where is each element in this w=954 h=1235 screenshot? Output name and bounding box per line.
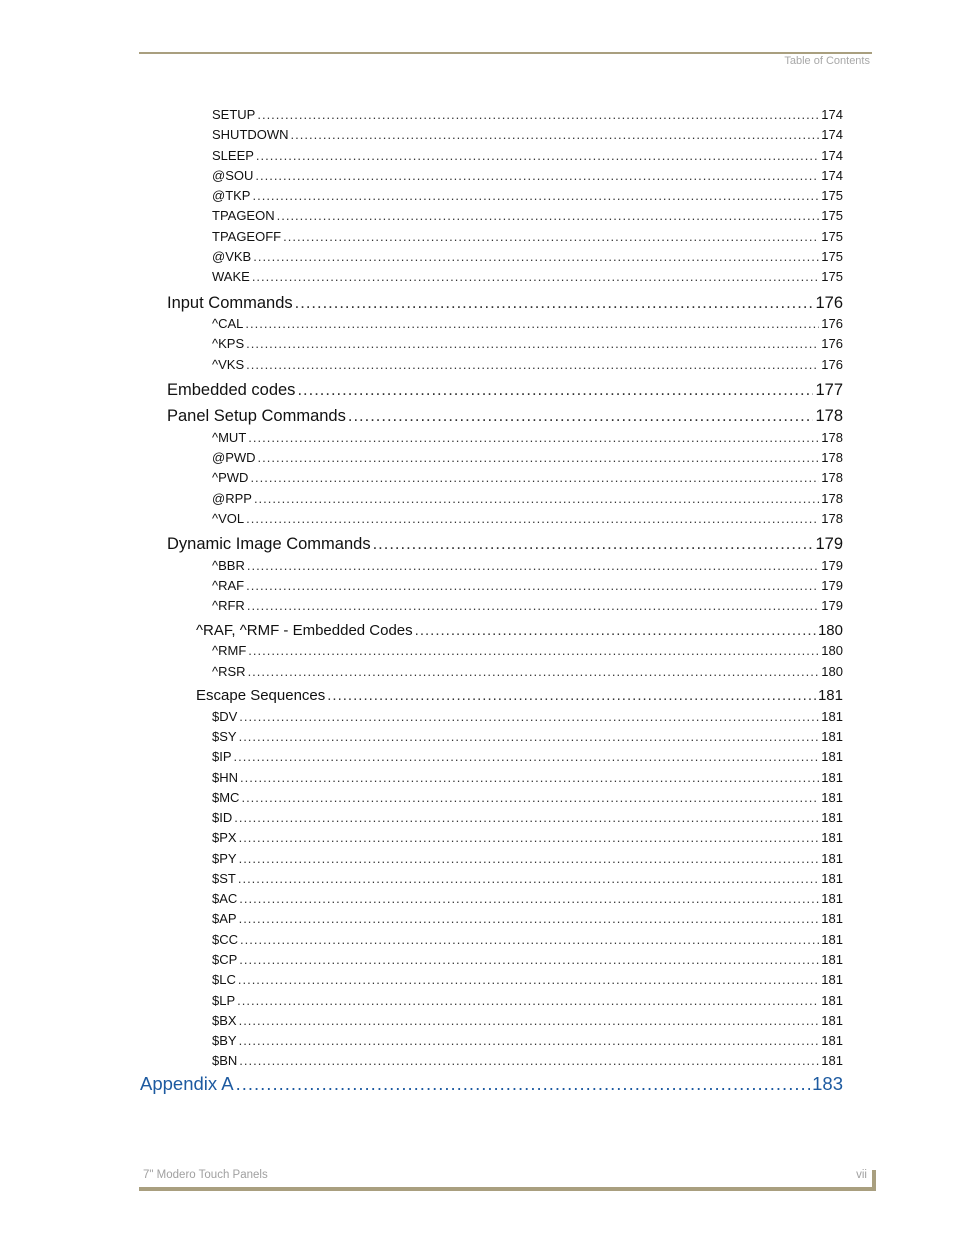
- toc-entry[interactable]: [212, 1032, 843, 1050]
- toc-dot-leader: [246, 510, 819, 528]
- toc-entry-page: 181: [821, 871, 843, 886]
- toc-dot-leader: [238, 870, 819, 888]
- toc-entry-page: 177: [815, 381, 843, 399]
- toc-entry[interactable]: [212, 335, 843, 353]
- toc-entry[interactable]: [212, 597, 843, 615]
- toc-entry[interactable]: [212, 449, 843, 467]
- toc-entry-page: 175: [821, 208, 843, 223]
- toc-entry-label: @VKB: [212, 249, 252, 264]
- toc-entry[interactable]: [140, 1072, 843, 1096]
- toc-entry-page: 175: [821, 269, 843, 284]
- toc-entry[interactable]: [212, 147, 843, 165]
- toc-entry[interactable]: [212, 490, 843, 508]
- toc-dot-leader: [248, 429, 819, 447]
- toc-entry-label: $IP: [212, 749, 232, 764]
- toc-dot-leader: [256, 147, 819, 165]
- toc-dot-leader: [246, 577, 819, 595]
- toc-dot-leader: [248, 642, 819, 660]
- toc-dot-leader: [258, 449, 820, 467]
- toc-entry-label: $AP: [212, 911, 237, 926]
- toc-entry-label: ^MUT: [212, 430, 247, 445]
- toc-entry-page: 175: [821, 188, 843, 203]
- toc-dot-leader: [239, 951, 819, 969]
- toc-entry[interactable]: [167, 405, 843, 427]
- toc-entry[interactable]: [196, 686, 843, 706]
- toc-dot-leader: [234, 748, 820, 766]
- toc-entry[interactable]: [212, 126, 843, 144]
- toc-entry-label: $HN: [212, 770, 239, 785]
- toc-dot-leader: [245, 315, 819, 333]
- toc-entry[interactable]: [212, 748, 843, 766]
- toc-entry-label: Appendix A: [140, 1073, 234, 1094]
- toc-entry-page: 181: [821, 770, 843, 785]
- toc-dot-leader: [247, 597, 819, 615]
- toc-entry-label: TPAGEOFF: [212, 229, 282, 244]
- toc-entry-page: 180: [817, 622, 843, 639]
- toc-entry-page: 181: [821, 729, 843, 744]
- toc-dot-leader: [327, 686, 816, 706]
- toc-entry-page: 178: [821, 511, 843, 526]
- toc-dot-leader: [237, 992, 819, 1010]
- toc-entry-page: 174: [821, 107, 843, 122]
- toc-entry-label: Input Commands: [167, 294, 293, 312]
- toc-entry-label: SHUTDOWN: [212, 127, 289, 142]
- toc-entry-page: 181: [821, 851, 843, 866]
- toc-dot-leader: [248, 663, 820, 681]
- toc-dot-leader: [291, 126, 820, 144]
- toc-entry-label: ^VKS: [212, 357, 245, 372]
- toc-entry-page: 179: [821, 598, 843, 613]
- toc-entry-page: 176: [815, 294, 843, 312]
- header-rule: [139, 52, 872, 54]
- toc-entry-label: $ID: [212, 810, 233, 825]
- toc-entry-label: @SOU: [212, 168, 254, 183]
- toc-entry-label: $AC: [212, 891, 238, 906]
- toc-entry-page: 183: [812, 1073, 843, 1094]
- toc-entry[interactable]: [212, 663, 843, 681]
- toc-entry-page: 178: [815, 407, 843, 425]
- toc-dot-leader: [239, 708, 819, 726]
- toc-entry-label: TPAGEON: [212, 208, 275, 223]
- toc-entry-page: 175: [821, 249, 843, 264]
- toc-entry-page: 179: [821, 558, 843, 573]
- toc-entry-page: 179: [821, 578, 843, 593]
- toc-dot-leader: [255, 167, 819, 185]
- toc-entry[interactable]: [212, 890, 843, 908]
- toc-entry[interactable]: [212, 971, 843, 989]
- toc-entry-page: 174: [821, 168, 843, 183]
- toc-entry[interactable]: [212, 910, 843, 928]
- toc-entry-label: @RPP: [212, 491, 252, 506]
- toc-entry-page: 181: [821, 1033, 843, 1048]
- toc-entry[interactable]: [212, 207, 843, 225]
- toc-entry[interactable]: [212, 248, 843, 266]
- toc-entry[interactable]: [212, 167, 843, 185]
- toc-entry-page: 174: [821, 127, 843, 142]
- toc-entry[interactable]: [212, 829, 843, 847]
- footer-rule: [139, 1187, 875, 1191]
- toc-dot-leader: [239, 1032, 820, 1050]
- toc-entry-label: ^PWD: [212, 470, 249, 485]
- toc-dot-leader: [246, 335, 819, 353]
- toc-entry-label: $BX: [212, 1013, 237, 1028]
- toc-entry-page: 176: [821, 336, 843, 351]
- toc-entry-label: SETUP: [212, 107, 256, 122]
- toc-entry-label: @PWD: [212, 450, 256, 465]
- toc-entry[interactable]: [212, 429, 843, 447]
- toc-entry[interactable]: [167, 292, 843, 314]
- toc-entry-label: $BY: [212, 1033, 237, 1048]
- toc-entry-label: $PY: [212, 851, 237, 866]
- toc-entry-page: 181: [821, 709, 843, 724]
- toc-entry-page: 181: [821, 830, 843, 845]
- toc-dot-leader: [250, 469, 819, 487]
- toc-entry-label: @TKP: [212, 188, 251, 203]
- toc-dot-leader: [373, 533, 814, 555]
- toc-entry-page: 180: [821, 643, 843, 658]
- toc-entry[interactable]: [212, 708, 843, 726]
- toc-entry[interactable]: [212, 510, 843, 528]
- toc-entry[interactable]: [212, 356, 843, 374]
- toc-entry-label: Panel Setup Commands: [167, 407, 346, 425]
- toc-entry-page: 179: [815, 535, 843, 553]
- toc-dot-leader: [252, 268, 819, 286]
- toc-dot-leader: [236, 1072, 811, 1096]
- toc-entry-label: Escape Sequences: [196, 687, 326, 704]
- toc-entry[interactable]: [212, 728, 843, 746]
- toc-entry-page: 181: [821, 891, 843, 906]
- toc-entry-label: Dynamic Image Commands: [167, 535, 371, 553]
- toc-entry-page: 181: [817, 687, 843, 704]
- toc-entry-label: $CC: [212, 932, 239, 947]
- toc-dot-leader: [247, 557, 819, 575]
- toc-entry-label: $ST: [212, 871, 236, 886]
- toc-entry-label: $MC: [212, 790, 240, 805]
- toc-dot-leader: [239, 890, 819, 908]
- toc-entry[interactable]: [212, 469, 843, 487]
- toc-dot-leader: [239, 850, 820, 868]
- toc-entry-label: ^VOL: [212, 511, 245, 526]
- toc-entry[interactable]: [212, 557, 843, 575]
- toc-entry-page: 181: [821, 810, 843, 825]
- toc-entry-label: $PX: [212, 830, 237, 845]
- toc-entry-page: 181: [821, 972, 843, 987]
- toc-entry-page: 181: [821, 911, 843, 926]
- toc-entry[interactable]: [167, 533, 843, 555]
- toc-dot-leader: [234, 809, 819, 827]
- toc-entry[interactable]: [212, 187, 843, 205]
- toc-entry-label: ^RAF: [212, 578, 245, 593]
- toc-dot-leader: [240, 769, 819, 787]
- toc-entry[interactable]: [212, 577, 843, 595]
- toc-entry-page: 178: [821, 491, 843, 506]
- toc-entry-label: ^KPS: [212, 336, 245, 351]
- toc-entry[interactable]: [212, 315, 843, 333]
- toc-dot-leader: [295, 292, 814, 314]
- toc-entry[interactable]: [212, 228, 843, 246]
- toc-entry-label: $SY: [212, 729, 237, 744]
- toc-dot-leader: [239, 728, 820, 746]
- toc-dot-leader: [252, 187, 819, 205]
- toc-entry-label: ^RMF: [212, 643, 247, 658]
- toc-entry-page: 176: [821, 316, 843, 331]
- toc-entry[interactable]: [212, 769, 843, 787]
- toc-entry-page: 181: [821, 932, 843, 947]
- toc-dot-leader: [254, 490, 819, 508]
- toc-entry-label: SLEEP: [212, 148, 254, 163]
- toc-dot-leader: [238, 971, 819, 989]
- toc-entry-label: $LP: [212, 993, 236, 1008]
- toc-entry[interactable]: [212, 1052, 843, 1070]
- toc-entry-page: 181: [821, 993, 843, 1008]
- toc-entry[interactable]: [196, 621, 843, 641]
- toc-entry[interactable]: [212, 850, 843, 868]
- toc-entry[interactable]: [212, 642, 843, 660]
- toc-entry-page: 178: [821, 430, 843, 445]
- toc-entry[interactable]: [212, 809, 843, 827]
- toc-dot-leader: [241, 789, 819, 807]
- toc-dot-leader: [253, 248, 819, 266]
- toc-entry-label: $DV: [212, 709, 238, 724]
- toc-entry-page: 181: [821, 1053, 843, 1068]
- toc-entry[interactable]: [212, 870, 843, 888]
- toc-entry-page: 178: [821, 470, 843, 485]
- toc-entry[interactable]: [167, 379, 843, 401]
- toc-entry-page: 174: [821, 148, 843, 163]
- toc-dot-leader: [348, 405, 814, 427]
- toc-entry[interactable]: [212, 268, 843, 286]
- toc-dot-leader: [239, 910, 820, 928]
- toc-entry-label: Embedded codes: [167, 381, 296, 399]
- running-footer-title: 7" Modero Touch Panels: [143, 1169, 268, 1181]
- toc-dot-leader: [240, 931, 819, 949]
- toc-entry-label: $BN: [212, 1053, 238, 1068]
- toc-entry-page: 181: [821, 952, 843, 967]
- toc-dot-leader: [239, 829, 820, 847]
- toc-dot-leader: [277, 207, 820, 225]
- toc-entry-label: ^RSR: [212, 664, 246, 679]
- toc-entry-label: ^CAL: [212, 316, 244, 331]
- toc-entry[interactable]: [212, 931, 843, 949]
- toc-entry-label: WAKE: [212, 269, 250, 284]
- toc-entry[interactable]: [212, 1012, 843, 1030]
- toc-entry[interactable]: [212, 106, 843, 124]
- toc-entry-label: ^RAF, ^RMF - Embedded Codes: [196, 622, 413, 639]
- toc-entry-page: 180: [821, 664, 843, 679]
- toc-entry-label: $CP: [212, 952, 238, 967]
- toc-dot-leader: [257, 106, 819, 124]
- running-header-title: Table of Contents: [784, 55, 870, 67]
- toc-entry-page: 181: [821, 790, 843, 805]
- toc-entry-label: $LC: [212, 972, 236, 987]
- toc-entry-page: 175: [821, 229, 843, 244]
- toc-entry-label: ^BBR: [212, 558, 245, 573]
- toc-entry-page: 181: [821, 749, 843, 764]
- toc-dot-leader: [239, 1012, 820, 1030]
- toc-dot-leader: [246, 356, 819, 374]
- toc-entry-page: 181: [821, 1013, 843, 1028]
- toc-entry[interactable]: [212, 789, 843, 807]
- toc-entry-page: 178: [821, 450, 843, 465]
- toc-entry-label: ^RFR: [212, 598, 245, 613]
- toc-entry[interactable]: [212, 992, 843, 1010]
- page-number: vii: [856, 1169, 867, 1181]
- toc-dot-leader: [239, 1052, 819, 1070]
- toc-entry-page: 176: [821, 357, 843, 372]
- toc-dot-leader: [297, 379, 813, 401]
- toc-dot-leader: [283, 228, 819, 246]
- toc-dot-leader: [415, 621, 816, 641]
- toc-entry[interactable]: [212, 951, 843, 969]
